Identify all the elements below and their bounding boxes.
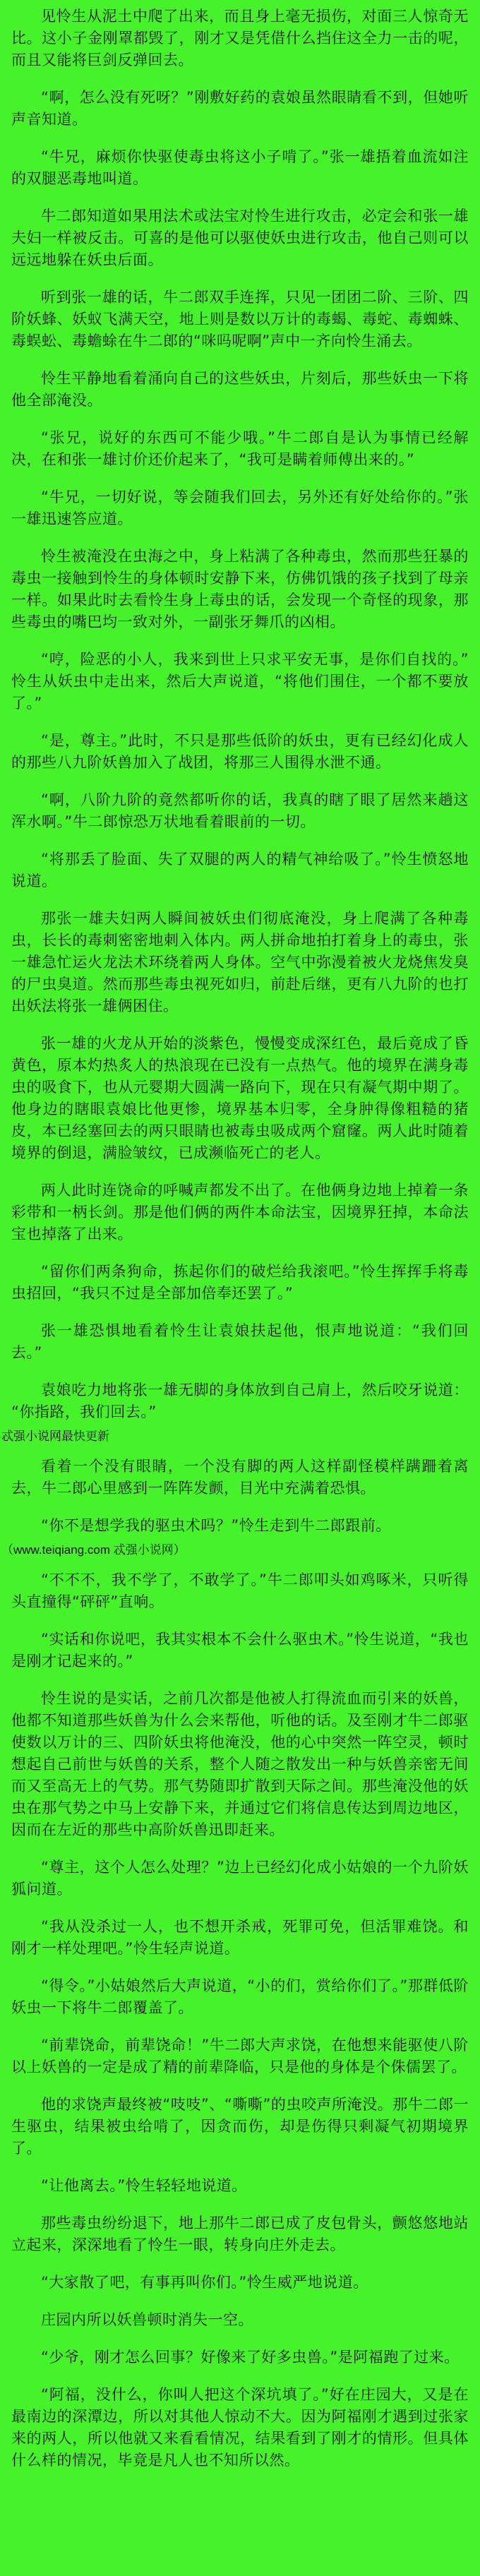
paragraph: “少爷，刚才怎么回事？好像来了好多虫兽。”是阿福跑了过来。 [41,2349,460,2366]
paragraph: “牛兄，一切好说，等会随我们回去，另外还有好处给你的。”张一雄迅速答应道。 [11,489,469,527]
paragraph: 袁娘吃力地将张一雄无脚的身体放到自己肩上，然后咬牙说道：“你指路，我们回去。” [11,1382,469,1420]
paragraph: “得令。”小姑娘然后大声说道，“小的们，赏给你们了。”那群低阶妖虫一下将牛二郎覆盖了。 [11,1977,469,2016]
paragraph: “大家散了吧，有事再叫你们。”怜生威严地说道。 [41,2274,368,2291]
paragraph: 见怜生从泥土中爬了出来，而且身上毫无损伤，对面三人惊奇无比。这小子金刚罩都毁了，刚才又是凭借什么挡住这全力一击的呢，而且又能将巨剑反弹回去。 [11,8,469,68]
paragraph: “留你们两条狗命，拣起你们的破烂给我滚吧。”怜生挥挥手将毒虫招回，“我只不过是全部加倍奉还罢了。” [11,1263,469,1302]
paragraph: “牛兄，麻烦你快驱使毒虫将这小子啃了。”张一雄捂着血流如注的双腿恶毒地叫道。 [11,148,469,187]
paragraph: “张兄，说好的东西可不能少哦。”牛二郎自是认为事情已经解决，在和张一雄讨价还价起来了，“我可是瞒着师傅出来的。” [11,429,469,468]
paragraph: 怜生说的是实话，之前几次都是他被人打得流血而引来的妖兽，他都不知道那些妖兽为什么会来帮他，听他的话。及至刚才牛二郎驱使数以万计的三、四阶妖虫将他淹没，他的心中突然一阵空灵，顿时想起自己前世与妖兽的关系，整个人随之散发出一种与妖兽亲密无间而又至高无上的气势。那气势随即扩散到天际之间。那些淹没他的妖虫在那气势之中马上安静下来，并通过它们将信息传达到周边地区，因而在左近的那些中高阶妖兽迅即赶来。 [11,1690,469,1838]
paragraph: 怜生被淹没在虫海之中，身上粘满了各种毒虫，然而那些狂暴的毒虫一接触到怜生的身体顿时安静下来，仿佛饥饿的孩子找到了母亲一样。如果此时去看怜生身上毒虫的话，会发现一个奇怪的现象，那些毒虫的嘴巴均一致对外，一副张牙舞爪的凶相。 [11,548,469,630]
paragraph: 看着一个没有眼睛，一个没有脚的两人这样副怪模样蹒跚着离去，牛二郎心里感到一阵阵发颤，目光中充满着恐惧。 [11,1458,469,1497]
site-watermark-fastest-update: 忒强小说网最快更新 [1,1430,109,1443]
paragraph: “我从没杀过一人，也不想开杀戒，死罪可免，但活罪难饶。和刚才一样处理吧。”怜生轻声说道。 [11,1918,469,1957]
paragraph: “哼，险恶的小人，我来到世上只求平安无事，是你们自找的。”怜生从妖虫中走出来，然后大声说道，“将他们围住，一个都不要放了。” [11,651,469,712]
paragraph: 牛二郎知道如果用法术或法宝对怜生进行攻击，必定会和张一雄夫妇一样被反击。可喜的是他可以驱使妖虫进行攻击，他自己则可以远远地躲在妖虫后面。 [11,208,469,268]
paragraph: “前辈饶命，前辈饶命！”牛二郎大声求饶，在他想来能驱使八阶以上妖兽的一定是成了精的前辈降临，只是他的身体是个侏儒罢了。 [11,2037,469,2075]
paragraph: “是，尊主。”此时，不只是那些低阶的妖虫，更有已经幻化成人的那些八九阶妖兽加入了战团，将那三人围得水泄不通。 [11,732,469,771]
paragraph: 他的求饶声最终被“吱吱”、“嘶嘶”的虫咬声所淹没。那牛二郎一生驱虫，结果被虫给啃了，因贪而伤，却是伤得只剩凝气初期境界了。 [11,2096,469,2157]
paragraph: 怜生平静地看着涌向自己的这些妖虫，片刻后，那些妖虫一下将他全部淹没。 [11,370,469,409]
paragraph: 听到张一雄的话，牛二郎双手连挥，只见一团团二阶、三阶、四阶妖蜂、妖蚁飞满天空，地上则是数以万计的毒蝎、毒蛇、毒蜘蛛、毒蜈蚣、毒蟾蜍在牛二郎的“咪吗呢啊”声中一齐向怜生涌去。 [11,289,469,349]
paragraph: “让他离去。”怜生轻轻地说道。 [41,2177,247,2194]
paragraph: 庄园内所以妖兽顿时消失一空。 [41,2311,253,2328]
paragraph: “阿福，没什么，你叫人把这个深坑填了。”好在庄园大，又是在最南边的深潭边，所以对其他人惊动不大。因为阿福刚才遇到过张家来的两人，所以他就又来看看情况，结果看到了刚才的情形。但具体什么样的情况，毕竟是凡人也不知所以然。 [11,2386,469,2469]
paragraph: “你不是想学我的驱虫术吗？”怜生走到牛二郎跟前。 [41,1517,391,1534]
site-watermark-url: （www.teiqiang.com 忒强小说网） [1,1543,186,1557]
paragraph: 那张一雄夫妇两人瞬间被妖虫们彻底淹没，身上爬满了各种毒虫，长长的毒刺密密地刺入体内。两人拼命地拍打着身上的毒虫，张一雄急忙运火龙法术环绕着两人身体。空气中弥漫着被火龙烧焦发臭的尸虫臭道。然而那些毒虫视死如归，前赴后继，更有八九阶的也打出妖法将张一雄俩困住。 [11,910,469,1014]
paragraph: “将那丢了脸面、失了双腿的两人的精气神给吸了。”怜生愤怒地说道。 [11,851,469,889]
paragraph: “不不不，我不学了，不敢学了。”牛二郎叩头如鸡啄米，只听得头直撞得“砰砰”直响。 [11,1571,469,1610]
paragraph: 张一雄恐惧地看着怜生让袁娘扶起他，恨声地说道：“我们回去。” [11,1322,469,1361]
paragraph: “啊，八阶九阶的竟然都听你的话，我真的瞎了眼了居然来趟这浑水啊。”牛二郎惊恐万状地看着眼前的一切。 [11,791,469,830]
paragraph: 那些毒虫纷纷退下，地上那牛二郎已成了皮包骨头，颤悠悠地站立起来，深深地看了怜生一眼，转身向庄外走去。 [11,2215,469,2253]
paragraph: 张一雄的火龙从开始的淡紫色，慢慢变成深红色，最后竟成了昏黄色，原本灼热炙人的热浪现在已没有一点热气。他的境界在满身毒虫的吸食下，也从元婴期大圆满一路向下，现在只有凝气期中期了。他身边的瞎眼袁娘比他更惨，境界基本归零，全身肿得像粗糙的猪皮，本已经塞回去的两只眼睛也被毒虫吸成两个窟窿。两人此时随着境界的倒退，满脸皱纹，已成濒临死亡的老人。 [11,1035,469,1161]
paragraph: “啊，怎么没有死呀？”刚敷好药的袁娘虽然眼睛看不到，但她听声音知道。 [11,89,469,128]
paragraph: “尊主，这个人怎么处理？”边上已经幻化成小姑娘的一个九阶妖狐问道。 [11,1859,469,1898]
paragraph: “实话和你说吧，我其实根本不会什么驱虫术。”怜生说道，“我也是刚才记起来的。” [11,1631,469,1670]
paragraph: 两人此时连饶命的呼喊声都发不出了。在他俩身边地上掉着一条彩带和一柄长剑。那是他们俩的两件本命法宝，因境界狂掉，本命法宝也掉落了出来。 [11,1182,469,1242]
